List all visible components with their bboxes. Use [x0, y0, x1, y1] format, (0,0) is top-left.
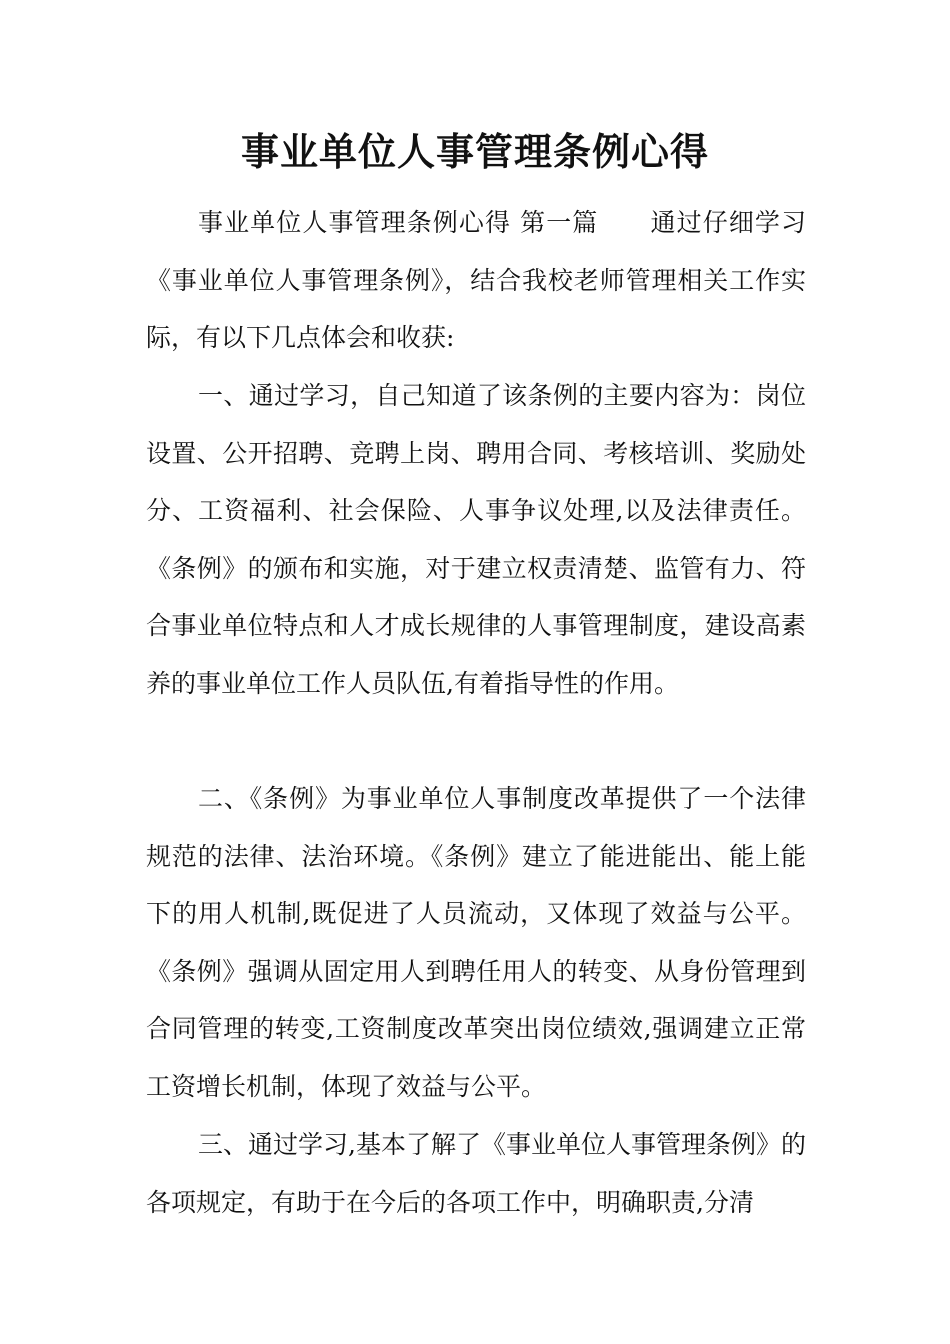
document-title: 事业单位人事管理条例心得: [240, 130, 709, 174]
paragraph-intro: 事业单位人事管理条例心得 第一篇 通过仔细学习《事业单位人事管理条例》，结合我校老师管理相关工作实际，有以下几点体会和收获:: [146, 208, 806, 353]
paragraph-point-two: 二、《条例》为事业单位人事制度改革提供了一个法律规范的法律、法治环境。《条例》建立了能进能出、能上能下的用人机制,既促进了人员流动，又体现了效益与公平。《条例》强调从固定用人到聘任用人的转变、从身份管理到合同管理的转变,工资制度改革突出岗位绩效,强调建立正常工资增长机制，体现了效益与公平。: [146, 784, 806, 1101]
paragraph-point-three: 三、通过学习,基本了解了《事业单位人事管理条例》的各项规定，有助于在今后的各项工作中，明确职责,分清: [146, 1130, 806, 1217]
paragraph-point-one: 一、通过学习，自己知道了该条例的主要内容为：岗位设置、公开招聘、竞聘上岗、聘用合同、考核培训、奖励处分、工资福利、社会保险、人事争议处理,以及法律责任。《条例》的颁布和实施，对于建立权责清楚、监管有力、符合事业单位特点和人才成长规律的人事管理制度，建设高素养的事业单位工作人员队伍,有着指导性的作用。: [146, 381, 806, 698]
